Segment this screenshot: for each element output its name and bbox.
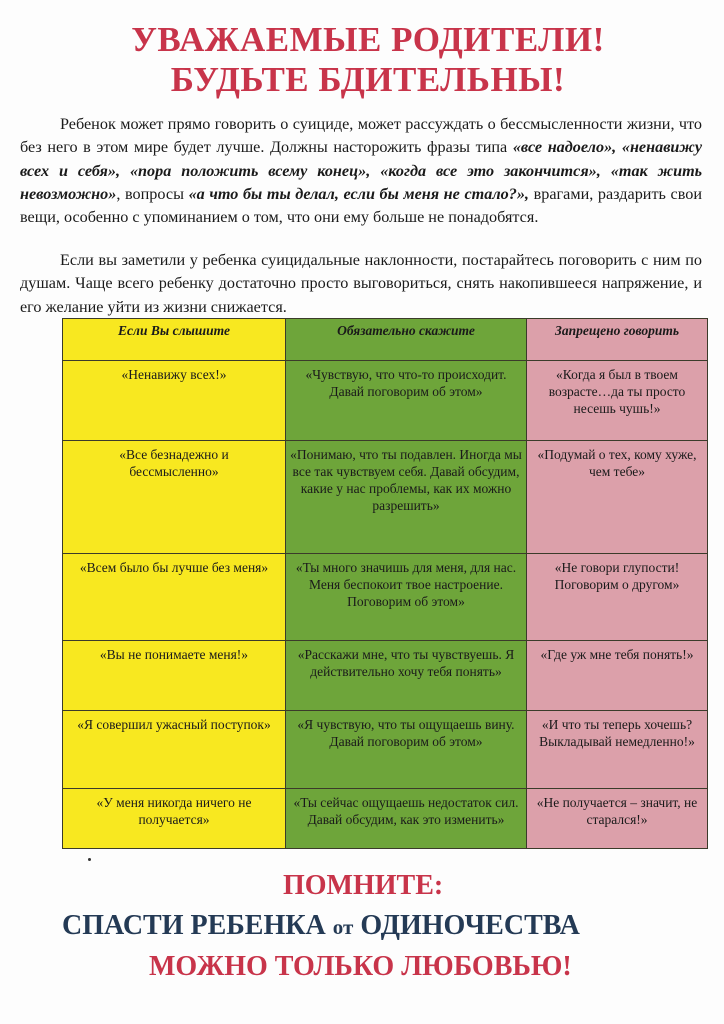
table-row: [63, 789, 708, 849]
separator: [370, 162, 380, 180]
title-line-1: УВАЖАЕМЫЕ РОДИТЕЛИ!: [131, 20, 605, 59]
cell-say: «Ты сейчас ощущаешь недостаток сил. Давай обсудим, как это изменить»: [286, 789, 527, 849]
slogan-line-1: [62, 909, 580, 944]
table-row: [63, 711, 708, 789]
warning-phrase: «пора положить всему конец»,: [129, 161, 371, 180]
intro-text-2: , вопросы: [116, 184, 189, 203]
remember-heading: ПОМНИТЕ:: [283, 870, 444, 901]
cell-hear: «Все безнадежно и бессмысленно»: [63, 441, 286, 554]
slogan-line-2: МОЖНО ТОЛЬКО ЛЮБОВЬЮ!: [149, 951, 572, 982]
advice-paragraph: Если вы заметили у ребенка суицидальные наклонности, постарайтесь поговорить с ним по душам. Чаще всего ребенку достаточно просто выговориться, снять накопившееся напряжение, и его желание уйти из жизни снижается.: [20, 251, 702, 316]
table-row: [63, 641, 708, 711]
cell-forbidden: «Не говори глупости! Поговорим о другом»: [527, 554, 708, 641]
header-forbidden: Запрещено говорить: [527, 319, 708, 361]
warning-phrase: «ненавижу всех и себя»,: [20, 138, 703, 180]
cell-hear: «Ненавижу всех!»: [63, 361, 286, 441]
cell-say: «Понимаю, что ты подавлен. Иногда мы все так чувствуем себя. Давай обсудим, какие у нас проблемы, как их можно разрешить»: [286, 441, 527, 554]
header-must-say: Обязательно скажите: [286, 319, 527, 361]
slogan-part: от: [332, 915, 354, 939]
table-header-row: [63, 319, 708, 361]
cell-say: «Чувствую, что что-то происходит. Давай поговорим об этом»: [286, 361, 527, 441]
warning-phrase: «когда все это закончится»,: [380, 161, 601, 180]
intro-text-3: врагами, раздарить свои вещи, особенно с упоминанием о том, что они ему больше не понадобятся.: [20, 184, 702, 227]
phrases-table: [62, 318, 708, 849]
cell-say: «Я чувствую, что ты ощущаешь вину. Давай поговорим об этом»: [286, 711, 527, 789]
warning-phrase: «все надоело»,: [512, 138, 617, 157]
header-if-you-hear: Если Вы слышите: [63, 319, 286, 361]
table-row: [63, 441, 708, 554]
cell-say: «Ты много значишь для меня, для нас. Меня беспокоит твое настроение. Поговорим об этом»: [286, 554, 527, 641]
cell-hear: «Я совершил ужасный поступок»: [63, 711, 286, 789]
slogan-part: СПАСТИ РЕБЕНКА: [62, 910, 333, 941]
cell-hear: «Всем было бы лучше без меня»: [63, 554, 286, 641]
warning-question: «а что бы ты делал, если бы меня не стало?»,: [188, 184, 529, 203]
separator: [601, 162, 611, 180]
table-row: [63, 554, 708, 641]
cell-forbidden: «Подумай о тех, кому хуже, чем тебе»: [527, 441, 708, 554]
cell-forbidden: «Где уж мне тебя понять!»: [527, 641, 708, 711]
cell-forbidden: «Не получается – значит, не старался!»: [527, 789, 708, 849]
cell-say: «Расскажи мне, что ты чувствуешь. Я действительно хочу тебя понять»: [286, 641, 527, 711]
separator: [120, 162, 130, 180]
cell-forbidden: «И что ты теперь хочешь? Выкладывай немедленно!»: [527, 711, 708, 789]
slogan-part: ОДИНОЧЕСТВА: [353, 910, 580, 941]
intro-paragraph: [20, 113, 702, 229]
warning-phrase: «так жить невозможно»: [20, 161, 703, 203]
cell-hear: «Вы не понимаете меня!»: [63, 641, 286, 711]
title-line-2: БУДЬТЕ БДИТЕЛЬНЫ!: [170, 60, 566, 99]
cell-hear: «У меня никогда ничего не получается»: [63, 789, 286, 849]
stray-dot: [88, 858, 91, 861]
table-row: [63, 361, 708, 441]
intro-text-1: Ребенок может прямо говорить о суициде, может рассуждать о бессмысленности жизни, что без него в этом мире будет лучше. Должны насторожить фразы типа: [20, 115, 702, 157]
cell-forbidden: «Когда я был в твоем возрасте…да ты просто несешь чушь!»: [527, 361, 708, 441]
